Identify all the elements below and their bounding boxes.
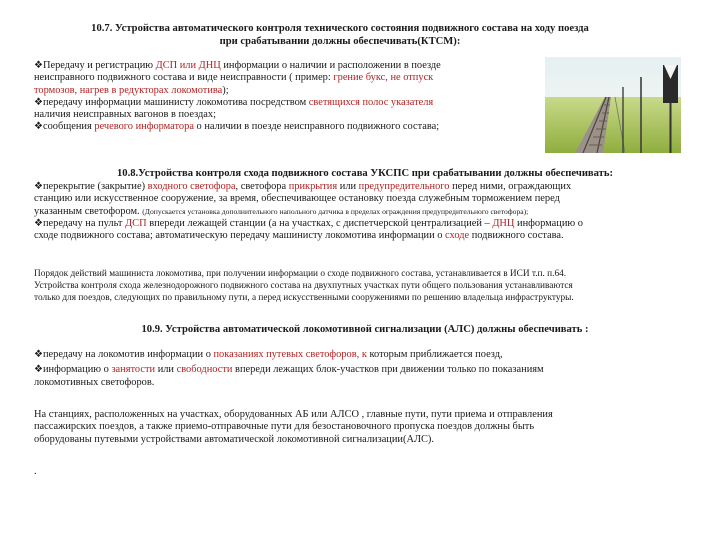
paragraph-line: оборудованы путевыми устройствами автоматической локомотивной сигнализации(АЛС). <box>34 433 434 445</box>
text-run: которым приближается поезд, <box>366 349 503 360</box>
highlighted-term: грение букс, не отпуск <box>333 72 434 84</box>
railway-illustration-icon <box>545 57 681 153</box>
heading-line: при срабатывании должны обеспечивать(КТСМ): <box>219 36 461 47</box>
list-item-continuation: локомотивных светофоров. <box>34 376 155 388</box>
text-run: информации о наличии и расположении в поезде <box>223 60 441 71</box>
text-run: перед ними, ограждающих <box>449 181 572 192</box>
list-item-continuation <box>34 109 539 121</box>
paragraph-line: пассажирских поездов, а также приемо-отправочные пути для безостановочного пропуска поездов должны быть <box>34 421 535 433</box>
highlighted-term: прикрытия <box>288 181 338 192</box>
text-run: передачу на пульт <box>42 217 126 229</box>
heading-line: 10.7. Устройства автоматического контроля технического состояния подвижного состава на ходу поезда <box>91 23 589 34</box>
highlighted-term: сходе <box>445 230 470 242</box>
list-item <box>34 349 710 361</box>
highlighted-term: свободности <box>176 364 233 376</box>
text-run: сходе подвижного состава; автоматическую передачу машинисту локомотива информации о <box>34 230 446 242</box>
highlighted-term: речевого информатора <box>94 121 197 133</box>
text-run: или <box>337 181 359 192</box>
list-item <box>34 97 539 109</box>
list-item <box>34 121 539 133</box>
paragraph-line: На станциях, расположенных на участках, оборудованных АБ или АЛСО , главные пути, пути приема и отправления <box>34 409 553 420</box>
diamond-bullet-icon: ❖ <box>34 96 43 108</box>
highlighted-term: занятости <box>111 364 156 376</box>
text-run: сообщения <box>42 121 95 133</box>
text-run: подвижного состава. <box>469 230 564 242</box>
highlighted-term: ДНЦ <box>492 217 515 229</box>
als-list <box>34 349 710 389</box>
note-line: Порядок действий машиниста локомотива, при получении информации о сходе подвижного состава, устанавливается в ИСИ т.п. п.64. <box>34 269 567 279</box>
list-item-continuation <box>34 206 710 218</box>
text-run: информацию о <box>514 217 583 229</box>
list-item-continuation <box>34 230 710 242</box>
section-heading-10-9: 10.9. Устройства автоматической локомотивной сигнализации (АЛС) должны обеспечивать : <box>141 324 589 335</box>
railway-track-photo <box>545 57 681 153</box>
diamond-bullet-icon: ❖ <box>34 364 43 376</box>
text-run: , светофора <box>235 181 289 192</box>
text-run: наличия неисправных вагонов в поездах; <box>34 109 216 121</box>
diamond-bullet-icon: ❖ <box>34 121 43 133</box>
ktsm-list <box>34 60 539 134</box>
text-run: впереди лежащих блок-участков при движении только по показаниям <box>232 364 544 376</box>
diamond-bullet-icon: ❖ <box>34 349 43 360</box>
diamond-bullet-icon: ❖ <box>34 217 43 229</box>
als-paragraph <box>34 409 710 446</box>
diamond-bullet-icon: ❖ <box>34 181 43 192</box>
highlighted-term: тормозов, нагрев в редукторах локомотива <box>34 84 223 96</box>
text-run: перекрытие (закрытие) <box>42 181 148 192</box>
text-run: передачу информации машинисту локомотива посредством <box>42 96 309 108</box>
text-run: о наличии в поезде неисправного подвижного состава; <box>196 121 440 133</box>
list-item-continuation <box>34 85 539 97</box>
diamond-bullet-icon: ❖ <box>34 60 43 71</box>
highlighted-term: светящихся полос указателя <box>308 96 434 108</box>
highlighted-term: показаниях путевых светофоров, к <box>213 349 367 360</box>
section-heading-10-7 <box>20 22 660 48</box>
highlighted-term: ДСП <box>125 217 147 229</box>
text-run: информацию о <box>42 364 112 376</box>
highlighted-term: предупредительного <box>358 181 450 192</box>
highlighted-term: ДСП или ДНЦ <box>155 60 224 71</box>
footnote-text: (Допускается установка дополнительного напольного датчика в пределах ограждения предупредительного светофора); <box>142 206 529 216</box>
note-line: Устройства контроля схода железнодорожного подвижного состава на двухпутных участках пути общего пользования устанавливаются <box>34 281 573 291</box>
list-item-continuation: станцию или искусственное сооружение, за время, обеспечивающее остановку поезда служебным торможением перед <box>34 193 560 205</box>
note-line: только для поездов, следующих по правильному пути, а перед искусственными сооружениями по решению владельца инфраструктуры. <box>34 293 574 303</box>
uksps-note <box>34 268 710 304</box>
trailing-dot: . <box>34 466 37 477</box>
text-run: неисправного подвижного состава и виде неисправности ( пример: <box>34 72 334 84</box>
text-run: передачу на локомотив информации о <box>42 349 214 360</box>
text-run: ); <box>222 84 229 96</box>
text-run: Передачу и регистрацию <box>42 60 156 71</box>
text-run: впереди лежащей станции (а на участках, с диспетчерской централизацией – <box>146 217 493 229</box>
list-item <box>34 364 710 376</box>
list-item-continuation <box>34 72 539 84</box>
list-item <box>34 181 710 193</box>
section-heading-10-8: 10.8.Устройства контроля схода подвижного состава УКСПС при срабатывании должны обеспечивать: <box>116 168 614 179</box>
text-run: указанным светофором. <box>34 205 143 217</box>
text-run: или <box>155 364 177 376</box>
list-item <box>34 218 710 230</box>
highlighted-term: входного светофора <box>147 181 236 192</box>
uksps-list <box>34 181 710 242</box>
list-item <box>34 60 539 72</box>
